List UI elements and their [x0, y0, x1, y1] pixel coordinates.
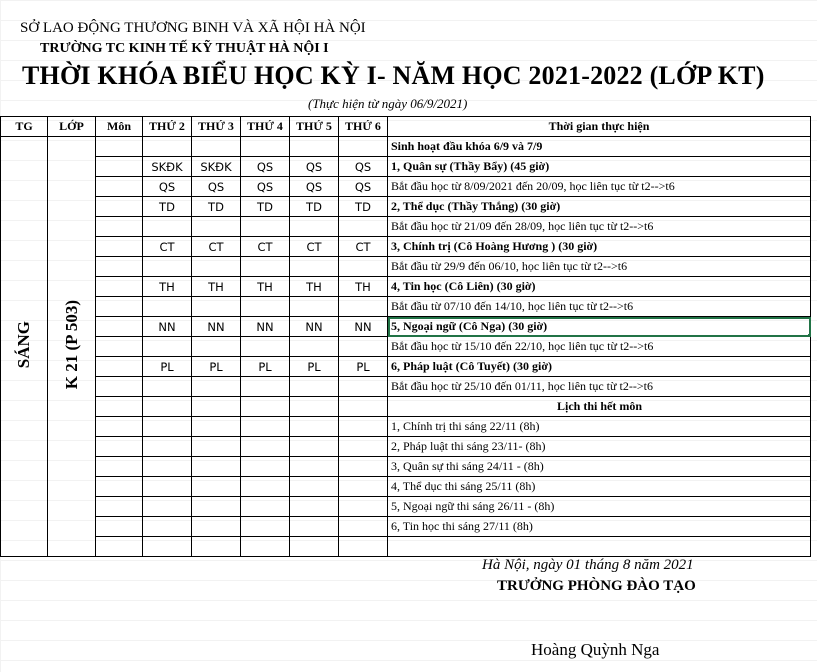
day-cell[interactable] — [339, 137, 388, 157]
table-row — [1, 257, 811, 277]
day-cell[interactable]: PL — [290, 357, 339, 377]
day-cell[interactable] — [192, 437, 241, 457]
subject-cell[interactable] — [96, 477, 143, 497]
day-cell[interactable]: TH — [339, 277, 388, 297]
description-cell[interactable]: 5, Ngoại ngữ thi sáng 26/11 - (8h) — [388, 497, 811, 517]
column-header: LỚP — [48, 117, 96, 137]
day-cell[interactable]: QS — [241, 177, 290, 197]
table-row — [1, 417, 811, 437]
subject-cell[interactable] — [96, 377, 143, 397]
day-cell[interactable]: PL — [143, 357, 192, 377]
description-cell[interactable]: Sinh hoạt đầu khóa 6/9 và 7/9 — [388, 137, 811, 157]
table-row — [1, 537, 811, 557]
day-cell[interactable]: SKĐK — [143, 157, 192, 177]
subject-cell[interactable] — [96, 337, 143, 357]
day-cell[interactable] — [339, 417, 388, 437]
column-header: THỨ 6 — [339, 117, 388, 137]
day-cell[interactable] — [290, 377, 339, 397]
day-cell[interactable]: QS — [290, 177, 339, 197]
description-cell[interactable]: Bắt đầu từ 29/9 đến 06/10, học liên tục từ t2-->t6 — [388, 257, 811, 277]
school-name: TRƯỜNG TC KINH TẾ KỸ THUẬT HÀ NỘI I — [40, 41, 329, 56]
day-cell[interactable]: TH — [290, 277, 339, 297]
signer-position: TRƯỞNG PHÒNG ĐÀO TẠO — [497, 578, 696, 594]
day-cell[interactable]: QS — [339, 157, 388, 177]
table-row — [1, 277, 811, 297]
description-cell[interactable]: Bắt đầu học từ 8/09/2021 đến 20/09, học liên tục từ t2-->t6 — [388, 177, 811, 197]
day-cell[interactable] — [241, 537, 290, 557]
day-cell[interactable] — [290, 477, 339, 497]
description-cell[interactable]: 3, Chính trị (Cô Hoàng Hương ) (30 giờ) — [388, 237, 811, 257]
column-header: THỨ 5 — [290, 117, 339, 137]
day-cell[interactable] — [241, 377, 290, 397]
subject-cell[interactable] — [96, 417, 143, 437]
day-cell[interactable]: CT — [339, 237, 388, 257]
day-cell[interactable] — [143, 517, 192, 537]
table-row — [1, 497, 811, 517]
day-cell[interactable] — [192, 297, 241, 317]
description-cell[interactable] — [388, 537, 811, 557]
day-cell[interactable] — [143, 377, 192, 397]
day-cell[interactable] — [290, 297, 339, 317]
day-cell[interactable] — [290, 397, 339, 417]
day-cell[interactable] — [241, 337, 290, 357]
table-row — [1, 297, 811, 317]
description-cell[interactable]: 1, Quân sự (Thầy Bẩy) (45 giờ) — [388, 157, 811, 177]
session-label: SÁNG — [14, 321, 33, 369]
day-cell[interactable]: NN — [192, 317, 241, 337]
description-cell[interactable]: 6, Tin học thi sáng 27/11 (8h) — [388, 517, 811, 537]
subject-cell[interactable] — [96, 197, 143, 217]
day-cell[interactable] — [143, 437, 192, 457]
day-cell[interactable] — [192, 137, 241, 157]
day-cell[interactable]: NN — [339, 317, 388, 337]
day-cell[interactable]: TH — [143, 277, 192, 297]
day-cell[interactable]: NN — [143, 317, 192, 337]
table-row — [1, 377, 811, 397]
description-cell[interactable]: Bắt đầu học từ 15/10 đến 22/10, học liên tục từ t2-->t6 — [388, 337, 811, 357]
subject-cell[interactable] — [96, 137, 143, 157]
day-cell[interactable] — [339, 497, 388, 517]
column-header: Thời gian thực hiện — [388, 117, 811, 137]
table-row — [1, 237, 811, 257]
day-cell[interactable]: TD — [290, 197, 339, 217]
description-cell[interactable]: 5, Ngoại ngữ (Cô Nga) (30 giờ) — [388, 317, 811, 337]
day-cell[interactable]: CT — [143, 237, 192, 257]
day-cell[interactable] — [192, 477, 241, 497]
day-cell[interactable] — [241, 397, 290, 417]
day-cell[interactable] — [290, 537, 339, 557]
page-subtitle: (Thực hiện từ ngày 06/9/2021) — [308, 96, 468, 111]
day-cell[interactable] — [192, 497, 241, 517]
day-cell[interactable] — [339, 537, 388, 557]
table-row — [1, 337, 811, 357]
day-cell[interactable]: QS — [143, 177, 192, 197]
day-cell[interactable] — [192, 337, 241, 357]
day-cell[interactable] — [241, 417, 290, 437]
timetable — [0, 116, 811, 557]
day-cell[interactable]: PL — [241, 357, 290, 377]
table-row — [1, 457, 811, 477]
day-cell[interactable] — [241, 137, 290, 157]
subject-cell[interactable] — [96, 397, 143, 417]
subject-cell[interactable] — [96, 217, 143, 237]
day-cell[interactable] — [290, 517, 339, 537]
description-cell[interactable]: 2, Pháp luật thi sáng 23/11- (8h) — [388, 437, 811, 457]
table-row — [1, 477, 811, 497]
fill-handle[interactable] — [808, 334, 811, 337]
day-cell[interactable] — [339, 337, 388, 357]
day-cell[interactable]: TH — [192, 277, 241, 297]
day-cell[interactable] — [143, 337, 192, 357]
description-cell[interactable]: 2, Thể dục (Thầy Thắng) (30 giờ) — [388, 197, 811, 217]
day-cell[interactable]: PL — [339, 357, 388, 377]
day-cell[interactable]: NN — [241, 317, 290, 337]
day-cell[interactable] — [192, 397, 241, 417]
day-cell[interactable] — [241, 257, 290, 277]
day-cell[interactable] — [192, 417, 241, 437]
day-cell[interactable]: CT — [192, 237, 241, 257]
day-cell[interactable] — [143, 137, 192, 157]
department-name: SỞ LAO ĐỘNG THƯƠNG BINH VÀ XÃ HỘI HÀ NỘI — [20, 20, 366, 36]
day-cell[interactable] — [241, 437, 290, 457]
day-cell[interactable] — [339, 217, 388, 237]
class-label: K 21 (P 503) — [61, 300, 81, 390]
day-cell[interactable] — [143, 537, 192, 557]
table-header-row — [1, 117, 811, 137]
day-cell[interactable] — [192, 537, 241, 557]
table-row — [1, 197, 811, 217]
subject-cell[interactable] — [96, 517, 143, 537]
day-cell[interactable] — [241, 217, 290, 237]
subject-cell[interactable] — [96, 277, 143, 297]
day-cell[interactable] — [241, 477, 290, 497]
subject-cell[interactable] — [96, 317, 143, 337]
session-cell[interactable] — [1, 137, 48, 557]
day-cell[interactable] — [339, 477, 388, 497]
day-cell[interactable]: QS — [339, 177, 388, 197]
day-cell[interactable]: TD — [241, 197, 290, 217]
day-cell[interactable] — [339, 457, 388, 477]
table-row — [1, 157, 811, 177]
day-cell[interactable] — [143, 297, 192, 317]
signer-name: Hoàng Quỳnh Nga — [531, 640, 660, 659]
subject-cell[interactable] — [96, 497, 143, 517]
table-row — [1, 397, 811, 417]
day-cell[interactable]: PL — [192, 357, 241, 377]
day-cell[interactable]: CT — [290, 237, 339, 257]
subject-cell[interactable] — [96, 257, 143, 277]
day-cell[interactable]: TH — [241, 277, 290, 297]
day-cell[interactable] — [290, 337, 339, 357]
description-cell[interactable]: Lịch thi hết môn — [388, 397, 811, 417]
day-cell[interactable] — [339, 397, 388, 417]
description-cell[interactable]: Bắt đầu học từ 25/10 đến 01/11, học liên tục từ t2-->t6 — [388, 377, 811, 397]
description-cell[interactable]: 4, Tin học (Cô Liên) (30 giờ) — [388, 277, 811, 297]
column-header: TG — [1, 117, 48, 137]
day-cell[interactable] — [143, 477, 192, 497]
table-row — [1, 317, 811, 337]
day-cell[interactable]: QS — [290, 157, 339, 177]
day-cell[interactable] — [241, 457, 290, 477]
day-cell[interactable] — [339, 437, 388, 457]
day-cell[interactable] — [192, 257, 241, 277]
day-cell[interactable] — [143, 457, 192, 477]
day-cell[interactable] — [339, 297, 388, 317]
column-header: Môn — [96, 117, 143, 137]
description-cell[interactable]: 6, Pháp luật (Cô Tuyết) (30 giờ) — [388, 357, 811, 377]
day-cell[interactable] — [192, 377, 241, 397]
day-cell[interactable] — [241, 497, 290, 517]
day-cell[interactable] — [339, 517, 388, 537]
day-cell[interactable] — [290, 497, 339, 517]
day-cell[interactable] — [192, 217, 241, 237]
day-cell[interactable] — [290, 417, 339, 437]
column-header: THỨ 3 — [192, 117, 241, 137]
day-cell[interactable]: QS — [192, 177, 241, 197]
description-cell[interactable]: 1, Chính trị thi sáng 22/11 (8h) — [388, 417, 811, 437]
day-cell[interactable] — [241, 297, 290, 317]
subject-cell[interactable] — [96, 437, 143, 457]
day-cell[interactable] — [290, 137, 339, 157]
day-cell[interactable] — [241, 517, 290, 537]
subject-cell[interactable] — [96, 157, 143, 177]
day-cell[interactable] — [143, 257, 192, 277]
day-cell[interactable] — [339, 377, 388, 397]
table-row — [1, 357, 811, 377]
day-cell[interactable] — [192, 517, 241, 537]
day-cell[interactable]: TD — [143, 197, 192, 217]
table-row — [1, 217, 811, 237]
description-cell[interactable]: 3, Quân sự thi sáng 24/11 - (8h) — [388, 457, 811, 477]
subject-cell[interactable] — [96, 457, 143, 477]
subject-cell[interactable] — [96, 297, 143, 317]
description-cell[interactable]: Bắt đầu từ 07/10 đến 14/10, học liên tục từ t2-->t6 — [388, 297, 811, 317]
subject-cell[interactable] — [96, 357, 143, 377]
day-cell[interactable] — [143, 217, 192, 237]
day-cell[interactable]: QS — [241, 157, 290, 177]
table-row — [1, 177, 811, 197]
day-cell[interactable]: TD — [192, 197, 241, 217]
day-cell[interactable] — [290, 217, 339, 237]
subject-cell[interactable] — [96, 237, 143, 257]
description-cell[interactable]: 4, Thể dục thi sáng 25/11 (8h) — [388, 477, 811, 497]
day-cell[interactable] — [143, 417, 192, 437]
day-cell[interactable] — [290, 437, 339, 457]
day-cell[interactable] — [339, 257, 388, 277]
day-cell[interactable]: CT — [241, 237, 290, 257]
subject-cell[interactable] — [96, 537, 143, 557]
description-cell[interactable]: Bắt đầu học từ 21/09 đến 28/09, học liên tục từ t2-->t6 — [388, 217, 811, 237]
class-cell[interactable] — [48, 137, 96, 557]
column-header: THỨ 2 — [143, 117, 192, 137]
day-cell[interactable] — [143, 397, 192, 417]
day-cell[interactable] — [192, 457, 241, 477]
day-cell[interactable]: TD — [339, 197, 388, 217]
day-cell[interactable]: NN — [290, 317, 339, 337]
table-row — [1, 137, 811, 157]
signing-date: Hà Nội, ngày 01 tháng 8 năm 2021 — [482, 557, 694, 573]
day-cell[interactable] — [290, 257, 339, 277]
column-header: THỨ 4 — [241, 117, 290, 137]
day-cell[interactable] — [290, 457, 339, 477]
table-row — [1, 437, 811, 457]
subject-cell[interactable] — [96, 177, 143, 197]
day-cell[interactable]: SKĐK — [192, 157, 241, 177]
page-title: THỜI KHÓA BIỂU HỌC KỲ I- NĂM HỌC 2021-2022 (LỚP KT) — [22, 61, 765, 90]
table-row — [1, 517, 811, 537]
day-cell[interactable] — [143, 497, 192, 517]
